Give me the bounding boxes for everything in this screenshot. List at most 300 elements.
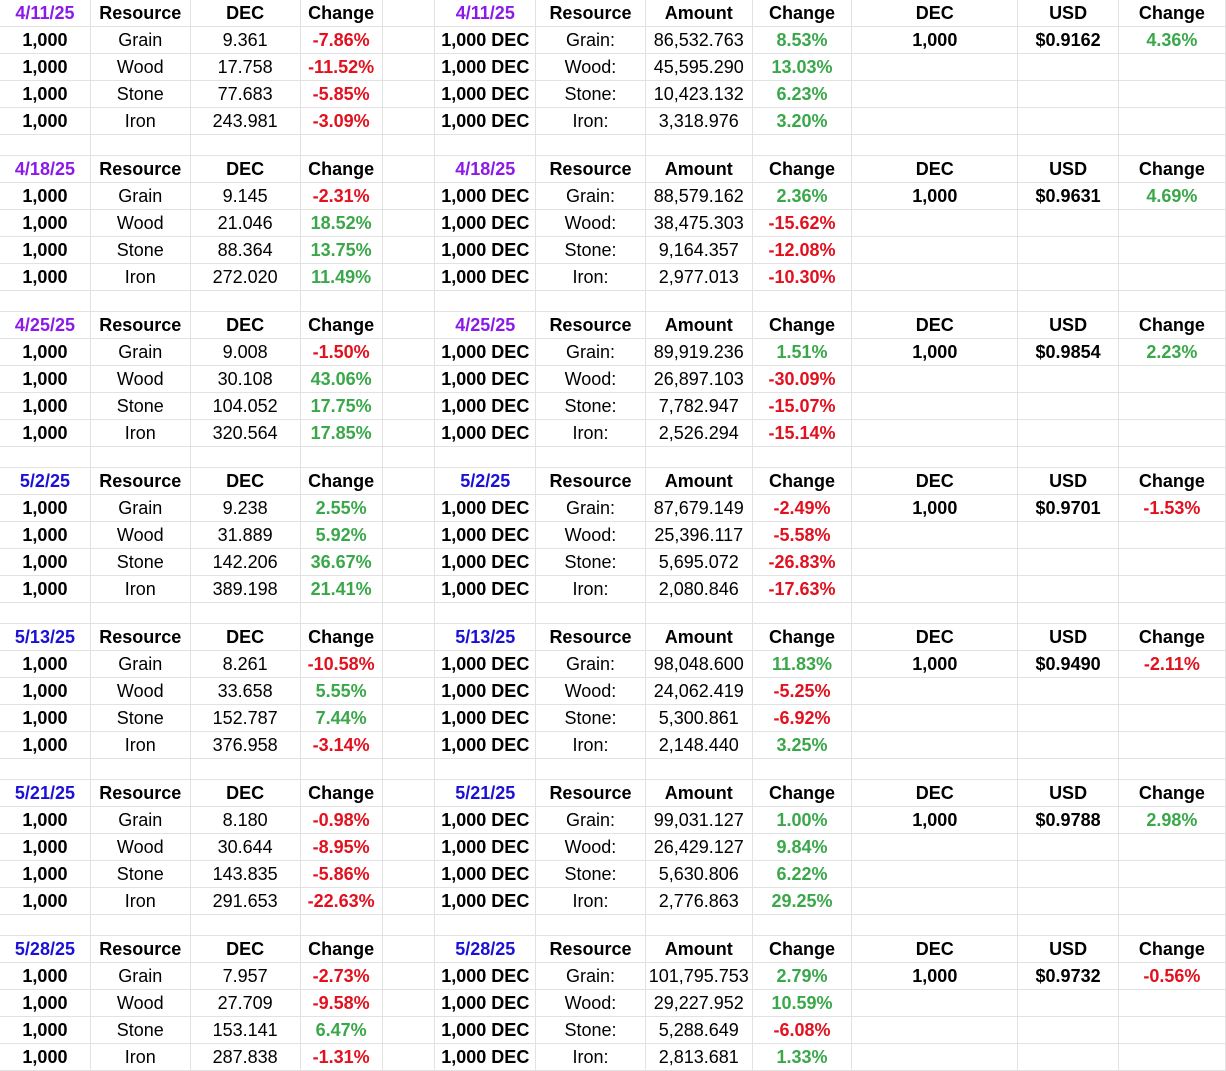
- quantity-cell[interactable]: 1,000: [0, 1044, 90, 1071]
- header-change[interactable]: Change: [300, 624, 382, 651]
- amount-cell[interactable]: 5,300.861: [645, 705, 752, 732]
- dec-value-cell[interactable]: 9.008: [190, 339, 300, 366]
- date-cell[interactable]: 4/11/25: [435, 0, 536, 27]
- pool-cell[interactable]: 1,000 DEC: [435, 678, 536, 705]
- change-cell[interactable]: -0.98%: [300, 807, 382, 834]
- change-cell[interactable]: 6.47%: [300, 1017, 382, 1044]
- usd-dec-cell[interactable]: 1,000: [852, 495, 1018, 522]
- empty-cell[interactable]: [1118, 1017, 1225, 1044]
- empty-cell[interactable]: [852, 447, 1018, 468]
- empty-cell[interactable]: [382, 210, 435, 237]
- amount-cell[interactable]: 2,526.294: [645, 420, 752, 447]
- empty-cell[interactable]: [852, 366, 1018, 393]
- header-resource[interactable]: Resource: [536, 468, 646, 495]
- header-dec[interactable]: DEC: [190, 312, 300, 339]
- pool-cell[interactable]: 1,000 DEC: [435, 54, 536, 81]
- header-resource[interactable]: Resource: [536, 312, 646, 339]
- dec-value-cell[interactable]: 287.838: [190, 1044, 300, 1071]
- resource-cell[interactable]: Iron: [90, 264, 190, 291]
- pool-cell[interactable]: 1,000 DEC: [435, 732, 536, 759]
- amount-change-cell[interactable]: -10.30%: [752, 264, 851, 291]
- empty-cell[interactable]: [852, 210, 1018, 237]
- resource-label-cell[interactable]: Iron:: [536, 732, 646, 759]
- empty-cell[interactable]: [1118, 549, 1225, 576]
- dec-value-cell[interactable]: 9.361: [190, 27, 300, 54]
- empty-cell[interactable]: [1018, 732, 1118, 759]
- header-change[interactable]: Change: [300, 312, 382, 339]
- empty-cell[interactable]: [1018, 54, 1118, 81]
- amount-cell[interactable]: 3,318.976: [645, 108, 752, 135]
- resource-cell[interactable]: Grain: [90, 963, 190, 990]
- header-usd[interactable]: USD: [1018, 780, 1118, 807]
- empty-cell[interactable]: [0, 135, 90, 156]
- resource-cell[interactable]: Iron: [90, 108, 190, 135]
- resource-cell[interactable]: Iron: [90, 888, 190, 915]
- header-dec[interactable]: DEC: [190, 468, 300, 495]
- empty-cell[interactable]: [536, 291, 646, 312]
- empty-cell[interactable]: [382, 0, 435, 27]
- quantity-cell[interactable]: 1,000: [0, 732, 90, 759]
- dec-value-cell[interactable]: 31.889: [190, 522, 300, 549]
- resource-label-cell[interactable]: Iron:: [536, 420, 646, 447]
- empty-cell[interactable]: [0, 759, 90, 780]
- usd-price-cell[interactable]: $0.9162: [1018, 27, 1118, 54]
- amount-cell[interactable]: 25,396.117: [645, 522, 752, 549]
- empty-cell[interactable]: [300, 447, 382, 468]
- usd-price-cell[interactable]: $0.9732: [1018, 963, 1118, 990]
- empty-cell[interactable]: [852, 576, 1018, 603]
- empty-cell[interactable]: [1018, 1017, 1118, 1044]
- empty-cell[interactable]: [382, 651, 435, 678]
- quantity-cell[interactable]: 1,000: [0, 420, 90, 447]
- header-amount[interactable]: Amount: [645, 936, 752, 963]
- resource-cell[interactable]: Stone: [90, 1017, 190, 1044]
- usd-dec-cell[interactable]: 1,000: [852, 807, 1018, 834]
- amount-cell[interactable]: 87,679.149: [645, 495, 752, 522]
- empty-cell[interactable]: [536, 759, 646, 780]
- amount-cell[interactable]: 101,795.753: [645, 963, 752, 990]
- resource-label-cell[interactable]: Iron:: [536, 264, 646, 291]
- empty-cell[interactable]: [0, 447, 90, 468]
- resource-cell[interactable]: Grain: [90, 651, 190, 678]
- usd-dec-cell[interactable]: 1,000: [852, 651, 1018, 678]
- header-change[interactable]: Change: [752, 468, 851, 495]
- empty-cell[interactable]: [382, 291, 435, 312]
- header-dec[interactable]: DEC: [190, 156, 300, 183]
- pool-cell[interactable]: 1,000 DEC: [435, 495, 536, 522]
- empty-cell[interactable]: [1118, 861, 1225, 888]
- dec-value-cell[interactable]: 7.957: [190, 963, 300, 990]
- empty-cell[interactable]: [852, 522, 1018, 549]
- resource-label-cell[interactable]: Stone:: [536, 861, 646, 888]
- pool-cell[interactable]: 1,000 DEC: [435, 237, 536, 264]
- dec-value-cell[interactable]: 389.198: [190, 576, 300, 603]
- empty-cell[interactable]: [300, 291, 382, 312]
- empty-cell[interactable]: [382, 834, 435, 861]
- resource-cell[interactable]: Grain: [90, 183, 190, 210]
- amount-cell[interactable]: 9,164.357: [645, 237, 752, 264]
- resource-label-cell[interactable]: Grain:: [536, 807, 646, 834]
- empty-cell[interactable]: [190, 603, 300, 624]
- empty-cell[interactable]: [435, 135, 536, 156]
- usd-price-cell[interactable]: $0.9490: [1018, 651, 1118, 678]
- pool-cell[interactable]: 1,000 DEC: [435, 1044, 536, 1071]
- empty-cell[interactable]: [852, 861, 1018, 888]
- change-cell[interactable]: 11.49%: [300, 264, 382, 291]
- resource-cell[interactable]: Grain: [90, 339, 190, 366]
- pool-cell[interactable]: 1,000 DEC: [435, 963, 536, 990]
- header-resource[interactable]: Resource: [90, 780, 190, 807]
- header-resource[interactable]: Resource: [536, 156, 646, 183]
- empty-cell[interactable]: [382, 936, 435, 963]
- change-cell[interactable]: -7.86%: [300, 27, 382, 54]
- dec-value-cell[interactable]: 272.020: [190, 264, 300, 291]
- resource-label-cell[interactable]: Wood:: [536, 990, 646, 1017]
- empty-cell[interactable]: [852, 135, 1018, 156]
- resource-label-cell[interactable]: Grain:: [536, 963, 646, 990]
- empty-cell[interactable]: [382, 183, 435, 210]
- change-cell[interactable]: 5.55%: [300, 678, 382, 705]
- empty-cell[interactable]: [90, 447, 190, 468]
- header-usd[interactable]: USD: [1018, 312, 1118, 339]
- usd-dec-cell[interactable]: 1,000: [852, 27, 1018, 54]
- empty-cell[interactable]: [1118, 990, 1225, 1017]
- resource-cell[interactable]: Stone: [90, 705, 190, 732]
- empty-cell[interactable]: [435, 915, 536, 936]
- header-resource[interactable]: Resource: [90, 312, 190, 339]
- dec-value-cell[interactable]: 33.658: [190, 678, 300, 705]
- quantity-cell[interactable]: 1,000: [0, 237, 90, 264]
- change-cell[interactable]: 17.85%: [300, 420, 382, 447]
- header-change[interactable]: Change: [1118, 936, 1225, 963]
- empty-cell[interactable]: [1018, 366, 1118, 393]
- header-dec[interactable]: DEC: [190, 624, 300, 651]
- dec-value-cell[interactable]: 27.709: [190, 990, 300, 1017]
- resource-label-cell[interactable]: Stone:: [536, 393, 646, 420]
- resource-label-cell[interactable]: Grain:: [536, 339, 646, 366]
- pool-cell[interactable]: 1,000 DEC: [435, 210, 536, 237]
- resource-cell[interactable]: Wood: [90, 210, 190, 237]
- quantity-cell[interactable]: 1,000: [0, 705, 90, 732]
- header-resource[interactable]: Resource: [536, 0, 646, 27]
- empty-cell[interactable]: [382, 420, 435, 447]
- pool-cell[interactable]: 1,000 DEC: [435, 834, 536, 861]
- quantity-cell[interactable]: 1,000: [0, 807, 90, 834]
- usd-price-cell[interactable]: $0.9701: [1018, 495, 1118, 522]
- pool-cell[interactable]: 1,000 DEC: [435, 807, 536, 834]
- empty-cell[interactable]: [382, 135, 435, 156]
- empty-cell[interactable]: [1018, 888, 1118, 915]
- empty-cell[interactable]: [90, 603, 190, 624]
- dec-value-cell[interactable]: 17.758: [190, 54, 300, 81]
- resource-cell[interactable]: Stone: [90, 861, 190, 888]
- usd-price-cell[interactable]: $0.9788: [1018, 807, 1118, 834]
- change-cell[interactable]: 17.75%: [300, 393, 382, 420]
- header-dec[interactable]: DEC: [852, 780, 1018, 807]
- pool-cell[interactable]: 1,000 DEC: [435, 366, 536, 393]
- empty-cell[interactable]: [300, 135, 382, 156]
- amount-cell[interactable]: 45,595.290: [645, 54, 752, 81]
- empty-cell[interactable]: [0, 291, 90, 312]
- empty-cell[interactable]: [1118, 678, 1225, 705]
- empty-cell[interactable]: [382, 915, 435, 936]
- resource-cell[interactable]: Grain: [90, 495, 190, 522]
- change-cell[interactable]: -1.31%: [300, 1044, 382, 1071]
- change-cell[interactable]: -1.50%: [300, 339, 382, 366]
- empty-cell[interactable]: [852, 915, 1018, 936]
- quantity-cell[interactable]: 1,000: [0, 210, 90, 237]
- empty-cell[interactable]: [90, 291, 190, 312]
- amount-cell[interactable]: 5,630.806: [645, 861, 752, 888]
- empty-cell[interactable]: [382, 468, 435, 495]
- amount-cell[interactable]: 5,695.072: [645, 549, 752, 576]
- amount-change-cell[interactable]: 1.33%: [752, 1044, 851, 1071]
- empty-cell[interactable]: [1118, 447, 1225, 468]
- header-resource[interactable]: Resource: [90, 0, 190, 27]
- resource-cell[interactable]: Wood: [90, 522, 190, 549]
- amount-cell[interactable]: 26,429.127: [645, 834, 752, 861]
- empty-cell[interactable]: [752, 759, 851, 780]
- empty-cell[interactable]: [852, 678, 1018, 705]
- empty-cell[interactable]: [0, 603, 90, 624]
- amount-change-cell[interactable]: 11.83%: [752, 651, 851, 678]
- date-cell[interactable]: 4/18/25: [0, 156, 90, 183]
- usd-dec-cell[interactable]: 1,000: [852, 963, 1018, 990]
- amount-change-cell[interactable]: 9.84%: [752, 834, 851, 861]
- empty-cell[interactable]: [382, 27, 435, 54]
- header-amount[interactable]: Amount: [645, 156, 752, 183]
- header-dec[interactable]: DEC: [852, 624, 1018, 651]
- empty-cell[interactable]: [1018, 81, 1118, 108]
- header-change[interactable]: Change: [1118, 156, 1225, 183]
- dec-value-cell[interactable]: 8.180: [190, 807, 300, 834]
- empty-cell[interactable]: [536, 915, 646, 936]
- header-usd[interactable]: USD: [1018, 624, 1118, 651]
- amount-cell[interactable]: 2,977.013: [645, 264, 752, 291]
- empty-cell[interactable]: [852, 990, 1018, 1017]
- amount-cell[interactable]: 29,227.952: [645, 990, 752, 1017]
- amount-cell[interactable]: 7,782.947: [645, 393, 752, 420]
- date-cell[interactable]: 4/25/25: [0, 312, 90, 339]
- resource-cell[interactable]: Wood: [90, 834, 190, 861]
- amount-change-cell[interactable]: -5.25%: [752, 678, 851, 705]
- empty-cell[interactable]: [852, 108, 1018, 135]
- dec-value-cell[interactable]: 143.835: [190, 861, 300, 888]
- empty-cell[interactable]: [382, 237, 435, 264]
- empty-cell[interactable]: [852, 264, 1018, 291]
- header-change[interactable]: Change: [300, 780, 382, 807]
- empty-cell[interactable]: [752, 603, 851, 624]
- quantity-cell[interactable]: 1,000: [0, 81, 90, 108]
- empty-cell[interactable]: [1118, 420, 1225, 447]
- empty-cell[interactable]: [382, 495, 435, 522]
- date-cell[interactable]: 4/11/25: [0, 0, 90, 27]
- pool-cell[interactable]: 1,000 DEC: [435, 861, 536, 888]
- empty-cell[interactable]: [90, 759, 190, 780]
- empty-cell[interactable]: [852, 54, 1018, 81]
- empty-cell[interactable]: [300, 603, 382, 624]
- header-resource[interactable]: Resource: [90, 624, 190, 651]
- empty-cell[interactable]: [190, 291, 300, 312]
- change-cell[interactable]: -11.52%: [300, 54, 382, 81]
- empty-cell[interactable]: [90, 915, 190, 936]
- date-cell[interactable]: 5/2/25: [435, 468, 536, 495]
- amount-change-cell[interactable]: -6.08%: [752, 1017, 851, 1044]
- pool-cell[interactable]: 1,000 DEC: [435, 81, 536, 108]
- date-cell[interactable]: 5/13/25: [435, 624, 536, 651]
- quantity-cell[interactable]: 1,000: [0, 549, 90, 576]
- amount-cell[interactable]: 10,423.132: [645, 81, 752, 108]
- empty-cell[interactable]: [382, 963, 435, 990]
- resource-cell[interactable]: Iron: [90, 732, 190, 759]
- resource-label-cell[interactable]: Iron:: [536, 576, 646, 603]
- quantity-cell[interactable]: 1,000: [0, 678, 90, 705]
- empty-cell[interactable]: [382, 576, 435, 603]
- pool-cell[interactable]: 1,000 DEC: [435, 705, 536, 732]
- usd-change-cell[interactable]: -0.56%: [1118, 963, 1225, 990]
- empty-cell[interactable]: [852, 237, 1018, 264]
- header-amount[interactable]: Amount: [645, 624, 752, 651]
- pool-cell[interactable]: 1,000 DEC: [435, 576, 536, 603]
- amount-change-cell[interactable]: -26.83%: [752, 549, 851, 576]
- resource-cell[interactable]: Iron: [90, 576, 190, 603]
- header-resource[interactable]: Resource: [90, 468, 190, 495]
- amount-change-cell[interactable]: 6.22%: [752, 861, 851, 888]
- resource-label-cell[interactable]: Iron:: [536, 1044, 646, 1071]
- resource-label-cell[interactable]: Stone:: [536, 705, 646, 732]
- date-cell[interactable]: 5/2/25: [0, 468, 90, 495]
- empty-cell[interactable]: [382, 264, 435, 291]
- dec-value-cell[interactable]: 8.261: [190, 651, 300, 678]
- amount-change-cell[interactable]: 6.23%: [752, 81, 851, 108]
- header-resource[interactable]: Resource: [536, 780, 646, 807]
- empty-cell[interactable]: [1018, 237, 1118, 264]
- header-change[interactable]: Change: [752, 156, 851, 183]
- dec-value-cell[interactable]: 152.787: [190, 705, 300, 732]
- quantity-cell[interactable]: 1,000: [0, 522, 90, 549]
- dec-value-cell[interactable]: 291.653: [190, 888, 300, 915]
- amount-change-cell[interactable]: 10.59%: [752, 990, 851, 1017]
- empty-cell[interactable]: [852, 81, 1018, 108]
- dec-value-cell[interactable]: 21.046: [190, 210, 300, 237]
- empty-cell[interactable]: [300, 915, 382, 936]
- empty-cell[interactable]: [1118, 888, 1225, 915]
- dec-value-cell[interactable]: 30.108: [190, 366, 300, 393]
- resource-cell[interactable]: Iron: [90, 420, 190, 447]
- resource-label-cell[interactable]: Wood:: [536, 522, 646, 549]
- header-resource[interactable]: Resource: [90, 936, 190, 963]
- empty-cell[interactable]: [536, 135, 646, 156]
- resource-cell[interactable]: Stone: [90, 237, 190, 264]
- empty-cell[interactable]: [1018, 549, 1118, 576]
- date-cell[interactable]: 5/13/25: [0, 624, 90, 651]
- empty-cell[interactable]: [1118, 603, 1225, 624]
- empty-cell[interactable]: [382, 1044, 435, 1071]
- empty-cell[interactable]: [0, 915, 90, 936]
- amount-cell[interactable]: 2,148.440: [645, 732, 752, 759]
- dec-value-cell[interactable]: 243.981: [190, 108, 300, 135]
- resource-label-cell[interactable]: Wood:: [536, 366, 646, 393]
- header-change[interactable]: Change: [752, 624, 851, 651]
- dec-value-cell[interactable]: 142.206: [190, 549, 300, 576]
- header-usd[interactable]: USD: [1018, 936, 1118, 963]
- empty-cell[interactable]: [645, 915, 752, 936]
- empty-cell[interactable]: [1118, 732, 1225, 759]
- pool-cell[interactable]: 1,000 DEC: [435, 264, 536, 291]
- empty-cell[interactable]: [1018, 108, 1118, 135]
- resource-cell[interactable]: Grain: [90, 807, 190, 834]
- change-cell[interactable]: 5.92%: [300, 522, 382, 549]
- pool-cell[interactable]: 1,000 DEC: [435, 549, 536, 576]
- resource-label-cell[interactable]: Stone:: [536, 549, 646, 576]
- amount-cell[interactable]: 26,897.103: [645, 366, 752, 393]
- usd-price-cell[interactable]: $0.9631: [1018, 183, 1118, 210]
- amount-cell[interactable]: 5,288.649: [645, 1017, 752, 1044]
- date-cell[interactable]: 5/21/25: [435, 780, 536, 807]
- resource-label-cell[interactable]: Grain:: [536, 495, 646, 522]
- resource-cell[interactable]: Stone: [90, 81, 190, 108]
- pool-cell[interactable]: 1,000 DEC: [435, 27, 536, 54]
- resource-cell[interactable]: Stone: [90, 393, 190, 420]
- amount-cell[interactable]: 86,532.763: [645, 27, 752, 54]
- amount-cell[interactable]: 24,062.419: [645, 678, 752, 705]
- empty-cell[interactable]: [1018, 393, 1118, 420]
- empty-cell[interactable]: [536, 603, 646, 624]
- amount-change-cell[interactable]: -5.58%: [752, 522, 851, 549]
- usd-change-cell[interactable]: -2.11%: [1118, 651, 1225, 678]
- empty-cell[interactable]: [752, 135, 851, 156]
- empty-cell[interactable]: [1118, 759, 1225, 780]
- empty-cell[interactable]: [1018, 678, 1118, 705]
- empty-cell[interactable]: [852, 291, 1018, 312]
- change-cell[interactable]: 21.41%: [300, 576, 382, 603]
- change-cell[interactable]: 18.52%: [300, 210, 382, 237]
- quantity-cell[interactable]: 1,000: [0, 576, 90, 603]
- empty-cell[interactable]: [1018, 522, 1118, 549]
- empty-cell[interactable]: [382, 366, 435, 393]
- header-usd[interactable]: USD: [1018, 156, 1118, 183]
- empty-cell[interactable]: [382, 807, 435, 834]
- dec-value-cell[interactable]: 30.644: [190, 834, 300, 861]
- empty-cell[interactable]: [382, 447, 435, 468]
- empty-cell[interactable]: [1118, 81, 1225, 108]
- empty-cell[interactable]: [435, 603, 536, 624]
- empty-cell[interactable]: [1118, 366, 1225, 393]
- amount-change-cell[interactable]: -15.62%: [752, 210, 851, 237]
- header-change[interactable]: Change: [752, 0, 851, 27]
- empty-cell[interactable]: [382, 393, 435, 420]
- empty-cell[interactable]: [1118, 834, 1225, 861]
- amount-change-cell[interactable]: -15.07%: [752, 393, 851, 420]
- amount-change-cell[interactable]: 3.20%: [752, 108, 851, 135]
- empty-cell[interactable]: [1118, 393, 1225, 420]
- header-usd[interactable]: USD: [1018, 0, 1118, 27]
- resource-label-cell[interactable]: Iron:: [536, 108, 646, 135]
- empty-cell[interactable]: [852, 393, 1018, 420]
- empty-cell[interactable]: [852, 888, 1018, 915]
- empty-cell[interactable]: [382, 861, 435, 888]
- empty-cell[interactable]: [1118, 576, 1225, 603]
- dec-value-cell[interactable]: 88.364: [190, 237, 300, 264]
- empty-cell[interactable]: [1018, 834, 1118, 861]
- quantity-cell[interactable]: 1,000: [0, 990, 90, 1017]
- empty-cell[interactable]: [852, 420, 1018, 447]
- pool-cell[interactable]: 1,000 DEC: [435, 393, 536, 420]
- empty-cell[interactable]: [852, 549, 1018, 576]
- change-cell[interactable]: -2.31%: [300, 183, 382, 210]
- resource-cell[interactable]: Wood: [90, 366, 190, 393]
- empty-cell[interactable]: [382, 549, 435, 576]
